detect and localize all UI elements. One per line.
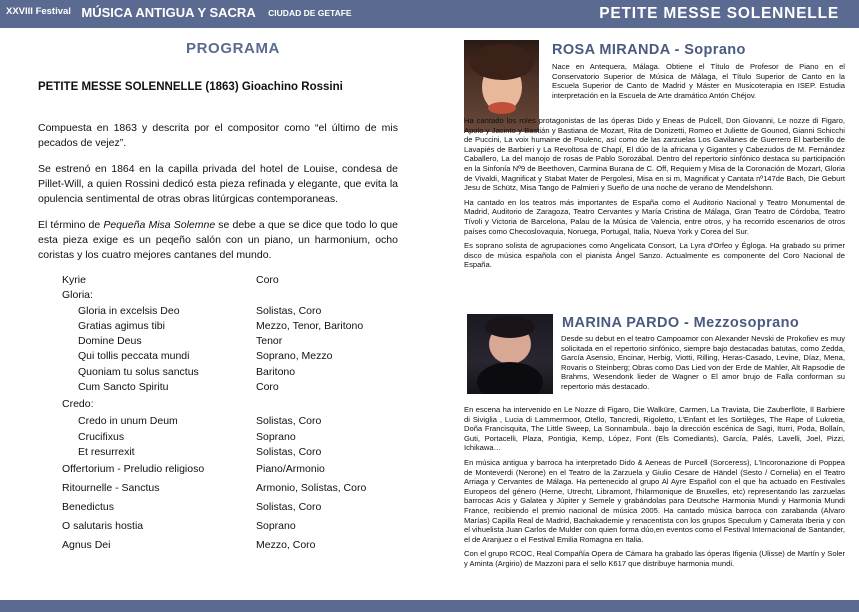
- festival-city: CIUDAD DE GETAFE: [268, 8, 352, 18]
- intro-paragraph-3: [38, 218, 398, 263]
- para3-text-before: El término de: [38, 219, 104, 231]
- bio-paragraph: Desde su debut en el teatro Campoamor con Alexander Nevski de Prokofiev es muy solicitada en el repertorio sinfónico, siempre bajo destacadas batutas, como Zedda, García Asensio, Encinar, Herbig, Viotti, Rilling, Heras-Casado, Levine, Díaz, Mena, Rovaris o Steinberg; Obras como Das Lied von der Erde de Mahler, Alt Rapsodie de Brahms, Wesendonk lieder de Wagner o El amor brujo de Falla conforman su repertorio más destacado.: [561, 334, 845, 391]
- program-performers: Baritono: [256, 365, 296, 378]
- bio-paragraph: En música antigua y barroca ha interpretado Dido & Aeneas de Purcell (Sorceress), L'Incoronazione di Poppea de Monteverdi (Nerone) en el Teatro de la Zarzuela y Giulio Cesare de Händel (Sesto / Cornelia) en el Teatro Arriaga y Cervantes de Málaga. Ha pertenecido al grupo Al Ayre Español con el que ha actuado en Festivales Europeos del género (Herne, Utrecht, Libramont, l'hilarmonique de Bruxelles, etc) representando las zarzuelas barrocas Acis y Galatea y Júpiter y Semele y grabándolas para Deutsche Harmonia Mundi y Harmonia Mundi France, recibiendo el premio nacional de música 2005. Ha cantado música barroca con zarabanda (Alvaro Marías) Capilla Real de Madrid, Bachakademie y renacentista con los grupos Speculum y Camerata Iberia y con el vihuelista Juan Carlos de Mulder con quien forma dúo,en eventos como el Festival Internacional de Santander, el de Aranjuez o el Festival Emilia Romagna en Italia.: [464, 457, 845, 544]
- bio-paragraph: Es soprano solista de agrupaciones como Angelicata Consort, La Lyra d'Orfeo y Égloga. Ha grabado su primer disco de música española con el pianista Ángel Sanzo. Actualmente es componente del Coro Nacional de España.: [464, 241, 845, 270]
- program-performers: Coro: [256, 274, 279, 286]
- program-performers: Piano/Armonio: [256, 463, 325, 476]
- bio-paragraph: Ha cantado en los teatros más importantes de España como el Auditorio Nacional y Teatro Monumental de Madrid, Auditorio de Zaragoza, Teatro Cervantes y María Cristina de Málaga, Gran Teatro de Córdoba, Teatro Tívoli y Victoria de Barcelona, Palau de la Música de Valencia, entre otros, y ha recorrido escenarios de otros países como Checoslovaquia, Noruega, Portugal, Italia, Nueva York y Corea del Sur.: [464, 197, 845, 236]
- bio-marina-pardo-cont: [464, 405, 845, 574]
- work-line: PETITE MESSE SOLENNELLE (1863) Gioachino Rossini: [38, 81, 343, 93]
- program-item: Agnus Dei: [62, 539, 111, 552]
- bio-paragraph: Ha cantado los roles protagonistas de las óperas Dido y Eneas de Pulcell, Don Giovanni, Le nozze di Figaro, Apolo y Jacinto y Bastián y Bastiana de Mozart, Rita de Donizetti, Romeo et Juliette de Gounod, Gianni Schicchi de Puccini, La voix humaine de Poulenc, así como de las zarzuelas Los Gavilanes de Guerrero El barberillo de Lavapiés de Barbieri y La Revoltosa de Chapí, El dúo de la africana y Gigantes y Cabezudos de M. Fernández Caballero, La del manojo de rosas de Pablo Sorozábal. Dentro del repertorio sinfónico destaca su participación en la Sinfonía Nº9 de Beethoven, Carmina Burana de C. Off, Requiem y Misa de la Coronación de Mozart, Gloria de Vivaldi, Magnificat y Stabat Mater de Pergolesi, Misa en si m, Magnificat y Cantata nº147de Bach, Die Geburt Jesu de Schütz, Misa Tango de Palmieri y Sueño de una noche de verano de Mendelshonn.: [464, 116, 845, 193]
- para3-text-after: se debe a que se dice que todo lo que esta pieza exige es un peqeño salón con un piano, un harmonium, ocho coristas y los cuatro mejores cantanes del mundo.: [38, 219, 398, 261]
- work-title-header: PETITE MESSE SOLENNELLE: [599, 5, 839, 22]
- program-performers: Solistas, Coro: [256, 415, 322, 428]
- program-item: Cum Sancto Spiritu: [78, 381, 169, 394]
- header-bar: [0, 0, 859, 28]
- program-item: Domine Deus: [78, 335, 142, 348]
- artist-name-rosa-miranda: ROSA MIRANDA - Soprano: [552, 42, 746, 58]
- program-item: Kyrie: [62, 274, 86, 286]
- program-item: Et resurrexit: [78, 445, 135, 458]
- bio-paragraph: Con el grupo RCOC, Real Compañía Opera de Cámara ha grabado las óperas Ifigenia (Ulisse) de Martín y Soler y Aminta (Argirio) de Mazzoni para el sello K617 que distribuye harmonia mundi.: [464, 549, 845, 568]
- program-heading: PROGRAMA: [186, 40, 280, 57]
- program-performers: Coro: [256, 381, 279, 394]
- program-performers: Mezzo, Tenor, Baritono: [256, 319, 364, 332]
- program-item: Ritournelle - Sanctus: [62, 482, 160, 495]
- bio-paragraph: Nace en Antequera, Málaga. Obtiene el Título de Profesor de Piano en el Conservatorio Superior de Música de Málaga, el Título Superior de Canto en la Escuela Superior de Canto de Madrid y Máster en Musicoterapia en ISEP. Estudia interpretación en la Escuela de Arte dramático Antón Chéjov.: [552, 62, 845, 100]
- program-item: Crucifixus: [78, 430, 125, 443]
- program-item: Offertorium - Preludio religioso: [62, 463, 205, 476]
- program-item: Gratias agimus tibi: [78, 319, 165, 332]
- para3-italic-title: Pequeña Misa Solemne: [103, 219, 216, 231]
- program-performers: Soprano: [256, 520, 296, 533]
- program-item: Benedictus: [62, 501, 114, 514]
- festival-name: MÚSICA ANTIGUA Y SACRA: [81, 5, 256, 20]
- program-performers: Soprano, Mezzo: [256, 350, 333, 363]
- intro-paragraph-1: Compuesta en 1863 y descrita por el compositor como “el último de mis pecados de vejez”.: [38, 122, 398, 149]
- bio-marina-pardo: [561, 334, 845, 397]
- program-item: Gloria in excelsis Deo: [78, 304, 180, 317]
- bio-rosa-miranda-cont: [464, 116, 845, 275]
- program-performers: Tenor: [256, 335, 283, 348]
- program-performers: Solistas, Coro: [256, 445, 322, 458]
- intro-paragraph-2: Se estrenó en 1864 en la capilla privada del hotel de Louise, condesa de Pillet-Will, a quien Rossini dedicó esta pieza refinada y elegante, que evita la opulencia sentimental de otras obras litúrgicas contemporaneas.: [38, 163, 398, 205]
- program-performers: Mezzo, Coro: [256, 539, 316, 552]
- artist-name-marina-pardo: MARINA PARDO - Mezzosoprano: [562, 315, 800, 331]
- program-item: Credo in unum Deum: [78, 415, 178, 428]
- program-performers: Solistas, Coro: [256, 501, 322, 514]
- festival-edition: XXVIII Festival: [6, 6, 71, 17]
- program-item: Gloria:: [62, 289, 93, 302]
- bio-paragraph: En escena ha intervenido en Le Nozze di Figaro, Die Walküre, Carmen, La Traviata, Die Zauberflöte, Il Barbiere di Siviglia , Lucia di Lammermoor, Otello, Tancredi, Rigoletto, L'Enfant et les Sortilèges, The Rape of Lukretia, Doña Francisquita, The Little Sweep, La Sonnambula.. bajo la dirección escénica de Sagi, Iturri, Poda, Bollaín, Guti, Portacelli, Plaza, Pontigia, Kemp, López, Font (Els Comediants), García, Palés, Lavelli, Joel, Pizzi, Ichikawa…: [464, 405, 845, 453]
- marina-pardo-photo: [467, 314, 553, 394]
- bio-rosa-miranda: [552, 62, 845, 105]
- program-performers: Solistas, Coro: [256, 304, 322, 317]
- program-item: Credo:: [62, 398, 94, 411]
- program-item: Qui tollis peccata mundi: [78, 350, 190, 363]
- festival-title: [6, 4, 352, 22]
- program-performers: Soprano: [256, 430, 296, 443]
- program-column: [38, 36, 398, 263]
- footer-bar: [0, 600, 859, 612]
- program-item: Quoniam tu solus sanctus: [78, 365, 199, 378]
- program-item: O salutaris hostia: [62, 520, 144, 533]
- program-performers: Armonio, Solistas, Coro: [256, 482, 367, 495]
